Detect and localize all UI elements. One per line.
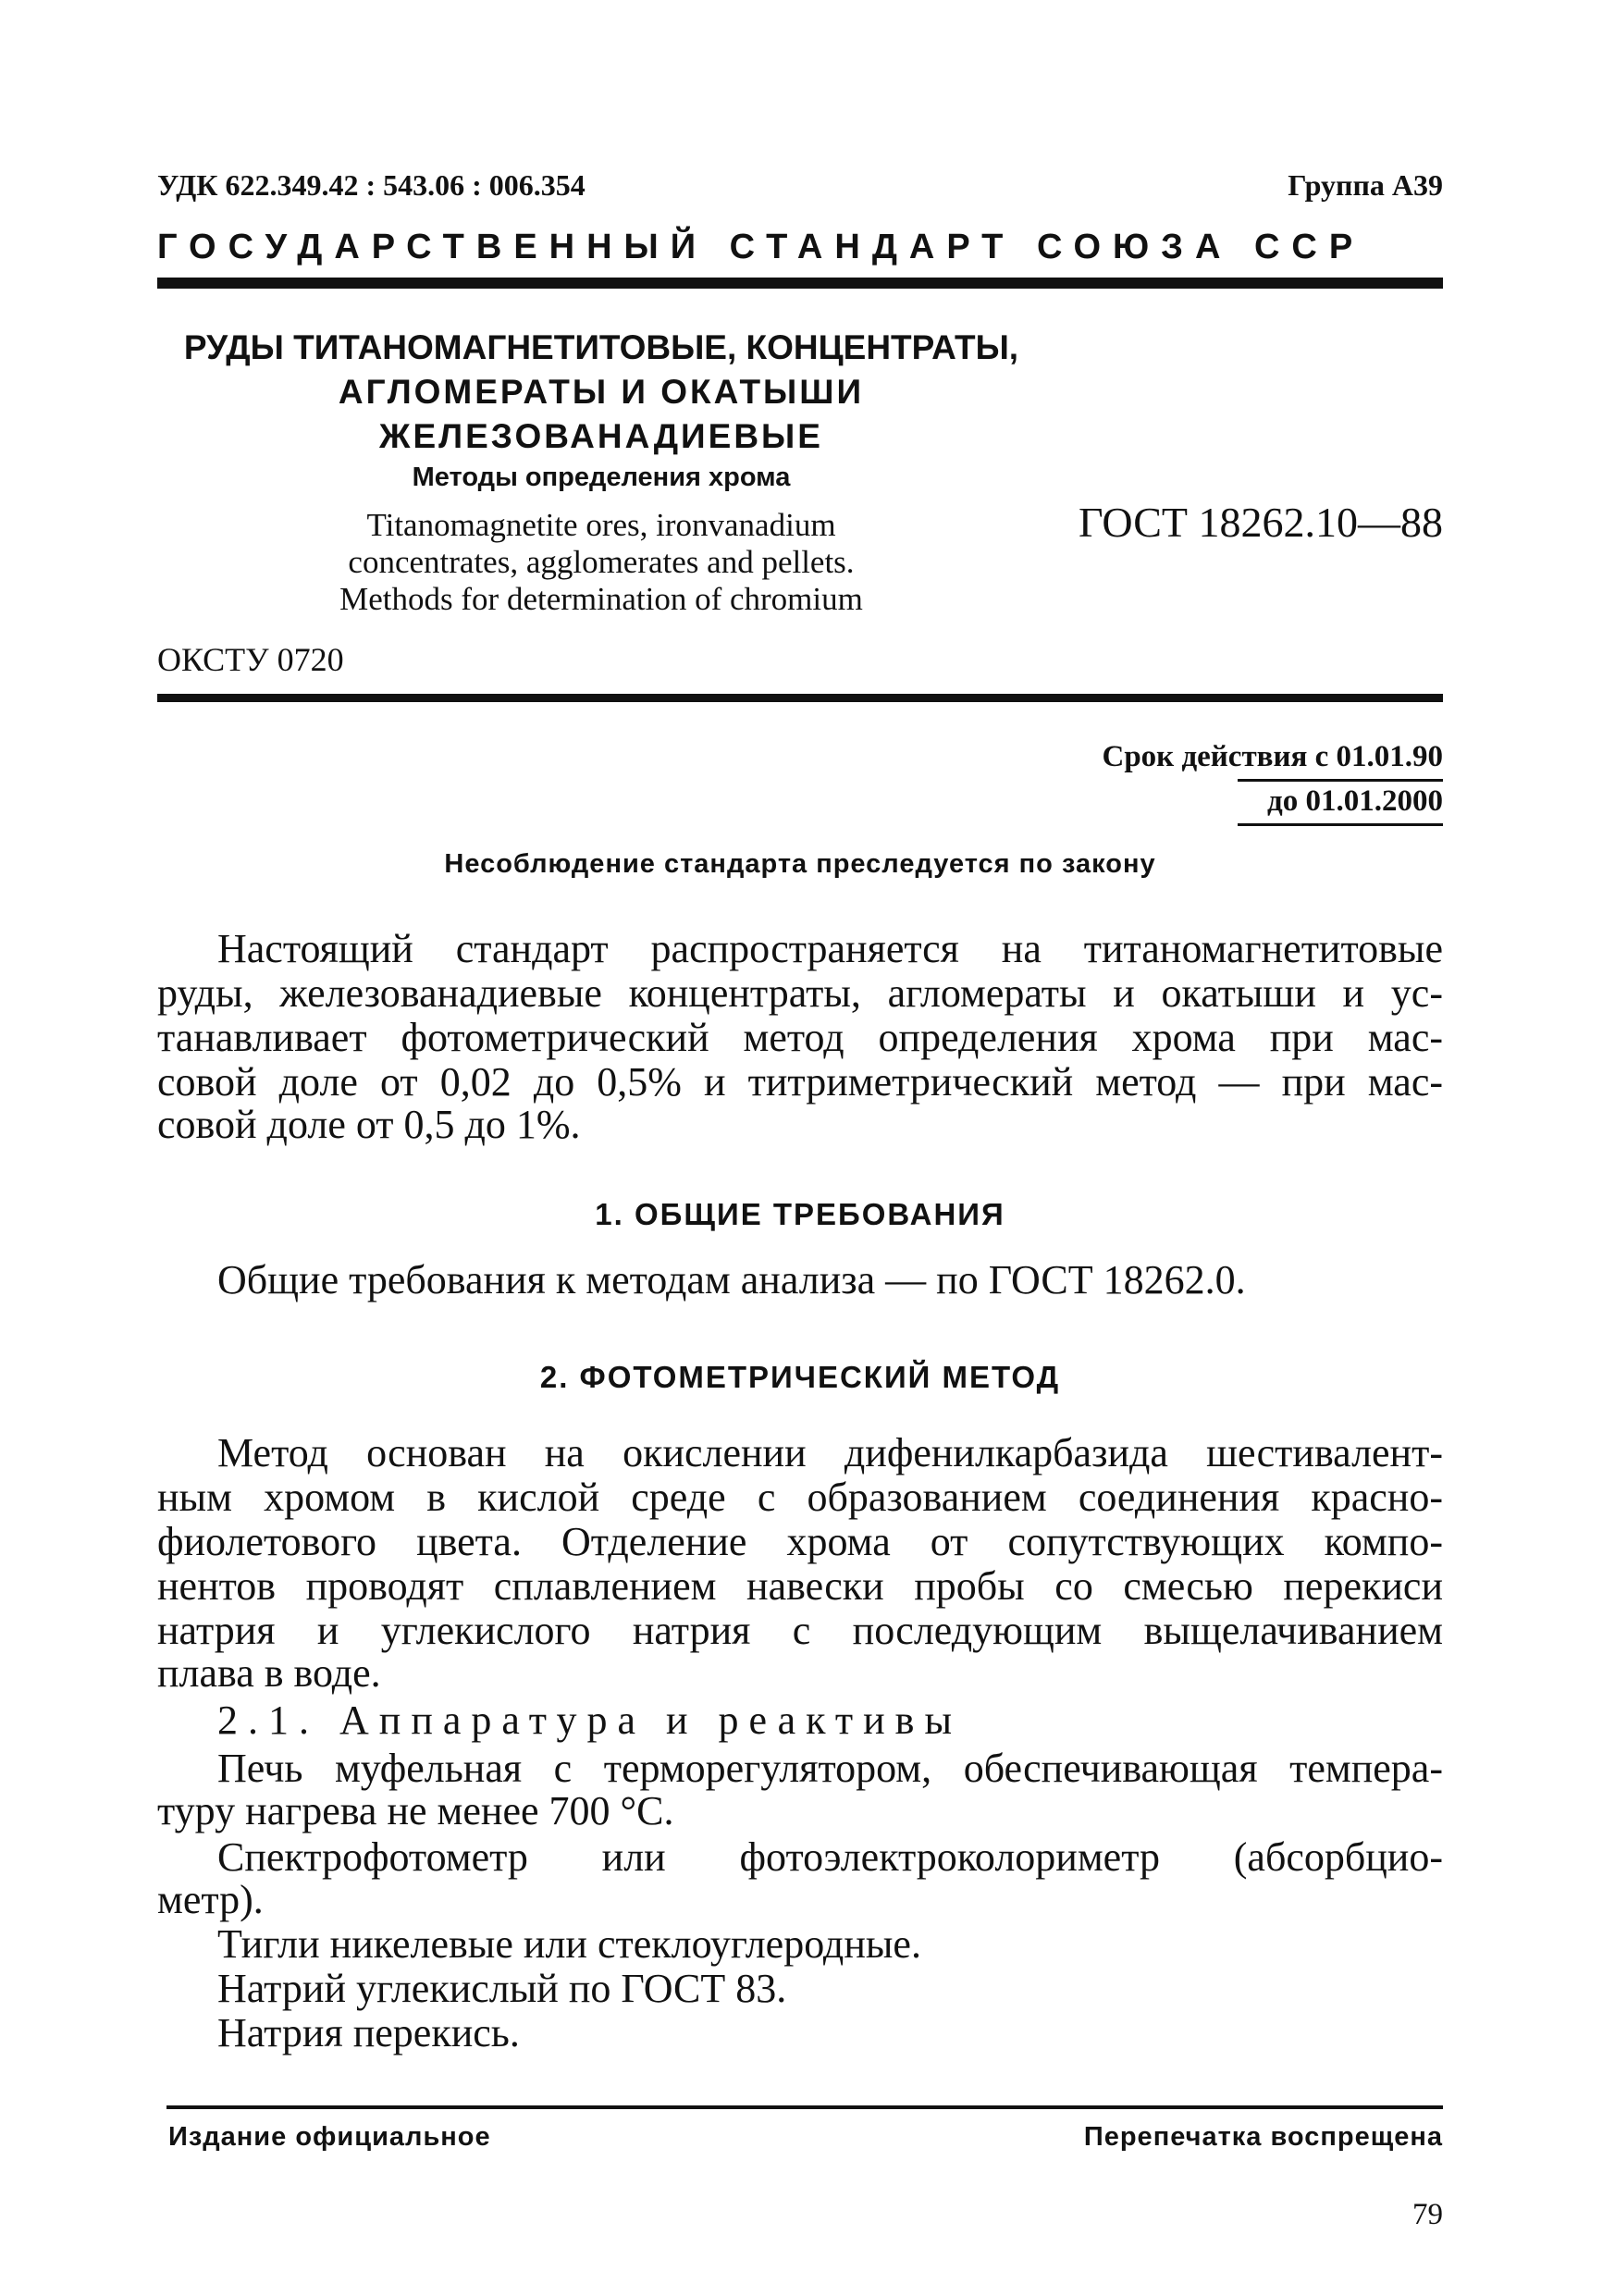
section-2-heading: 2. ФОТОМЕТРИЧЕСКИЙ МЕТОД bbox=[539, 1360, 1061, 1394]
intro-line: Настоящий стандарт распространяется на титаномагнетитовые bbox=[217, 926, 1443, 971]
validity-from: Срок действия с 01.01.90 bbox=[1102, 740, 1443, 773]
method-line: Метод основан на окислении дифенилкарбазида шестивалент- bbox=[217, 1430, 1443, 1475]
english-line-3: Methods for determination of chromium bbox=[339, 581, 863, 617]
intro-line: руды, железованадиевые концентраты, агломераты и окатыши и ус- bbox=[157, 970, 1443, 1016]
method-line: ным хромом в кислой среде с образованием соединения красно- bbox=[157, 1475, 1443, 1520]
equipment-item: Натрий углекислый по ГОСТ 83. bbox=[217, 1966, 787, 2011]
oksty-code: ОКСТУ 0720 bbox=[157, 641, 344, 678]
section-1-heading: 1. ОБЩИЕ ТРЕБОВАНИЯ bbox=[595, 1197, 1005, 1231]
footer-official-edition: Издание официальное bbox=[168, 2122, 491, 2152]
english-line-2: concentrates, agglomerates and pellets. bbox=[348, 544, 855, 580]
intro-line: совой доле от 0,02 до 0,5% и титриметрический метод — при мас- bbox=[157, 1059, 1443, 1105]
intro-line: танавливает фотометрический метод определения хрома при мас- bbox=[157, 1015, 1443, 1060]
title-line-3: ЖЕЛЕЗОВАНАДИЕВЫЕ bbox=[379, 417, 823, 455]
method-line: плава в воде. bbox=[157, 1650, 381, 1696]
footer-rule bbox=[166, 2105, 1443, 2109]
method-line: нентов проводят сплавлением навески пробы со смесью перекиси bbox=[157, 1563, 1443, 1609]
header-thick-rule bbox=[157, 278, 1443, 289]
group-code: Группа А39 bbox=[1288, 168, 1443, 202]
subsection-2-1-heading: 2.1. Аппаратура и реактивы bbox=[217, 1697, 963, 1743]
equipment-item: Печь муфельная с терморегулятором, обеспечивающая темпера- bbox=[217, 1746, 1443, 1791]
title-line-1: РУДЫ ТИТАНОМАГНЕТИТОВЫЕ, КОНЦЕНТРАТЫ, bbox=[183, 328, 1019, 366]
page-number: 79 bbox=[1412, 2198, 1443, 2231]
legal-notice: Несоблюдение стандарта преследуется по закону bbox=[444, 849, 1156, 879]
method-line: натрия и углекислого натрия с последующим выщелачиванием bbox=[157, 1608, 1443, 1653]
validity-to: до 01.01.2000 bbox=[1267, 784, 1443, 818]
title-line-2: АГЛОМЕРАТЫ И ОКАТЫШИ bbox=[338, 373, 865, 411]
validity-to-underline bbox=[1238, 823, 1443, 826]
english-title bbox=[157, 507, 1045, 618]
subtitle: Методы определения хрома bbox=[412, 463, 791, 492]
equipment-item: туру нагрева не менее 700 °С. bbox=[157, 1788, 674, 1833]
standard-banner: ГОСУДАРСТВЕННЫЙ СТАНДАРТ СОЮЗА ССР bbox=[157, 228, 1365, 266]
equipment-item: Натрия перекись. bbox=[217, 2010, 520, 2055]
gost-number: ГОСТ 18262.10—88 bbox=[1078, 499, 1443, 546]
equipment-item: метр). bbox=[157, 1877, 264, 1922]
equipment-item: Спектрофотометр или фотоэлектроколориметр (абсорбцио- bbox=[217, 1834, 1443, 1880]
validity-from-underline bbox=[1238, 779, 1443, 782]
footer-reprint-prohibited: Перепечатка воспрещена bbox=[1083, 2122, 1443, 2152]
section-1-text: Общие требования к методам анализа — по ГОСТ 18262.0. bbox=[217, 1257, 1246, 1302]
title-thick-rule bbox=[157, 694, 1443, 702]
title-block bbox=[157, 326, 1045, 459]
method-line: фиолетового цвета. Отделение хрома от сопутствующих компо- bbox=[157, 1519, 1443, 1564]
english-line-1: Titanomagnetite ores, ironvanadium bbox=[366, 507, 836, 543]
udk-code: УДК 622.349.42 : 543.06 : 006.354 bbox=[157, 168, 586, 202]
equipment-item: Тигли никелевые или стеклоуглеродные. bbox=[217, 1921, 921, 1967]
intro-line: совой доле от 0,5 до 1%. bbox=[157, 1102, 581, 1147]
